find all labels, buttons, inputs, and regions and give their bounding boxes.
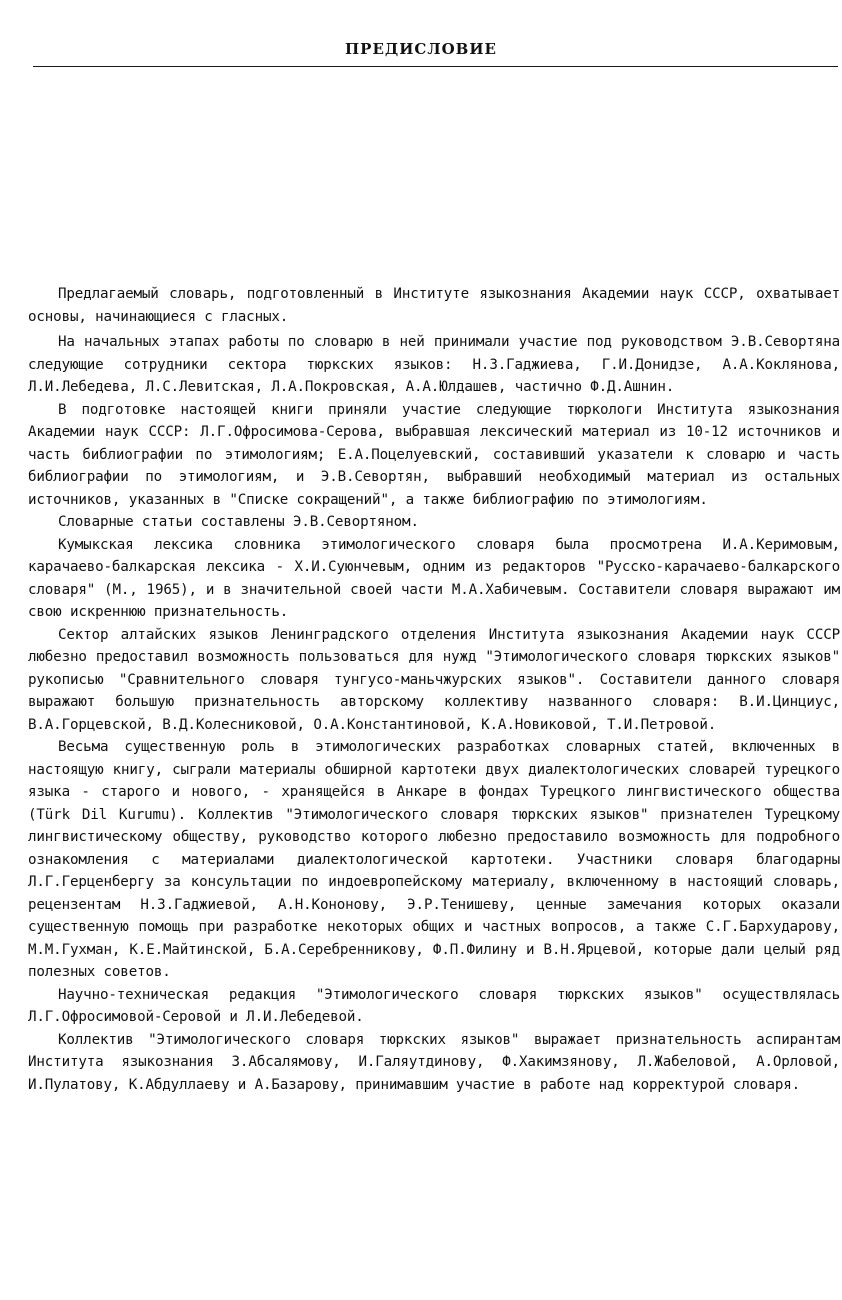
paragraph-text: В подготовке настоящей книги приняли участие следующие тюркологи Института языкознания Академии наук СССР: Л.Г.Офросимова-Серова, выбравшая лексический материал из 10-12 источников и часть библиографии по этимологиям; Е.А.Поцелуевский, составивший указатели к словарю и часть библиографии по этимологиям, и Э.В.Севортян, выбравший необходимый материал из остальных источников, указанных в "Списке сокращений", а также библиографию по этимологиям. xyxy=(28,401,840,508)
paragraph-text: Научно-техническая редакция "Этимологического словаря тюркских языков" осуществлялась Л.Г.Офросимовой-Серовой и Л.И.Лебедевой. xyxy=(28,986,840,1025)
paragraph xyxy=(28,736,840,984)
heading-rule xyxy=(33,66,838,67)
paragraph xyxy=(28,399,840,512)
paragraph xyxy=(28,1029,840,1097)
paragraph xyxy=(28,283,840,328)
paragraph-text: Коллектив "Этимологического словаря тюркских языков" выражает признательность аспирантам Института языкознания З.Абсалямову, И.Галяутдинову, Ф.Хакимзянову, Л.Жабеловой, А.Орловой, И.Пулатову, К.Абдуллаеву и А.Базарову, принимавшим участие в работе над корректурой словаря. xyxy=(28,1031,840,1093)
paragraph-text: Словарные статьи составлены Э.В.Севортяном. xyxy=(58,514,419,530)
paragraph-text: Весьма существенную роль в этимологических разработках словарных статей, включенных в настоящую книгу, сыграли материалы обширной картотеки двух диалектологических словарей турецкого языка - старого и нового, - хранящейся в Анкаре в фондах Турецкого лингвистического общества (Türk Dil Kurumu). Коллектив "Этимологического словаря тюркских языков" признателен Турецкому лингвистическому обществу, руководство которого любезно предоставило возможность для подробного ознакомления с материалами диалектологической картотеки. Участники словаря благодарны Л.Г.Герценбергу за консультации по индоевропейскому материалу, включенному в настоящий словарь, рецензентам Н.З.Гаджиевой, А.Н.Кононову, Э.Р.Тенишеву, ценные замечания которых оказали существенную помощь при разработке некоторых общих и частных вопросов, а также С.Г.Бархударову, М.М.Гухман, К.Е.Майтинской, Б.А.Серебренникову, Ф.П.Филину и В.Н.Ярцевой, которые дали целый ряд полезных советов. xyxy=(28,739,840,980)
paragraph xyxy=(28,511,840,534)
preface-body xyxy=(28,283,840,1096)
paragraph-text: На начальных этапах работы по словарю в ней принимали участие под руководством Э.В.Севортяна следующие сотрудники сектора тюркских языков: Н.З.Гаджиева, Г.И.Донидзе, А.А.Коклянова, Л.И.Лебедева, Л.С.Левитская, Л.А.Покровская, А.А.Юлдашев, частично Ф.Д.Ашнин. xyxy=(28,334,840,395)
paragraph-text: Кумыкская лексика словника этимологического словаря была просмотрена И.А.Керимовым, карачаево-балкарская лексика - Х.И.Суюнчевым, одним из редакторов "Русско-карачаево-балкарского словаря" (М., 1965), и в значительной своей части М.А.Хабичевым. Составители словаря выражают им свою искреннюю признательность. xyxy=(28,536,840,620)
paragraph xyxy=(28,624,840,737)
paragraph-text: Сектор алтайских языков Ленинградского отделения Института языкознания Академии наук СССР любезно предоставил возможность пользоваться для нужд "Этимологического словаря тюркских языков" рукописью "Сравнительного словаря тунгусо-маньчжурских языков". Составители данного словаря выражают большую признательность авторскому коллективу названного словаря: В.И.Цинциус, В.А.Горцевской, В.Д.Колесниковой, О.А.Константиновой, К.А.Новиковой, Т.И.Петровой. xyxy=(28,626,840,733)
paragraph xyxy=(28,984,840,1029)
page-heading: ПРЕДИСЛОВИЕ xyxy=(345,40,497,58)
paragraph-text: Предлагаемый словарь, подготовленный в Институте языкознания Академии наук СССР, охватывает основы, начинающиеся с гласных. xyxy=(28,286,840,325)
paragraph xyxy=(28,331,840,399)
paragraph xyxy=(28,534,840,624)
